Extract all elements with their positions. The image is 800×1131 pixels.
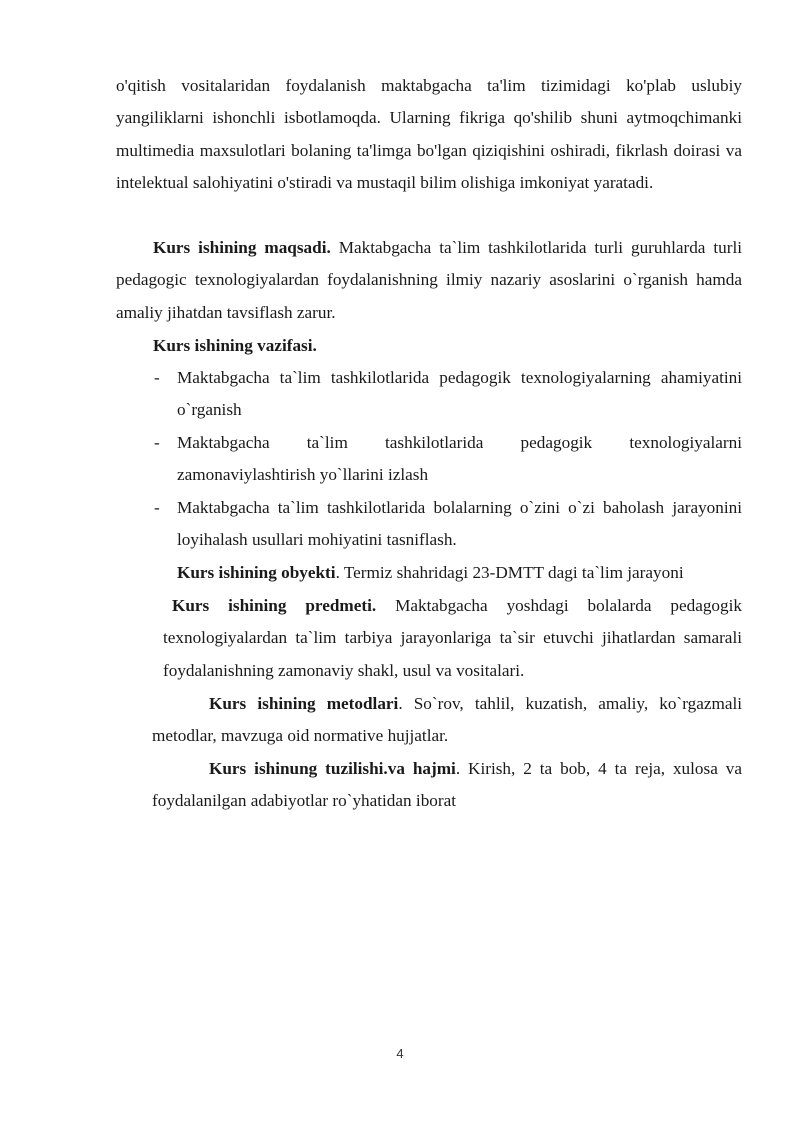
- predmet-paragraph: [163, 590, 742, 687]
- predmet-text: Maktabgacha yoshdagi bolalarda pedagogik texnologiyalardan ta`lim tarbiya jarayonlariga ta`sir etuvchi jihatlardan samarali foydalanishning zamonaviy shakl, usul va vositalari.: [163, 596, 742, 680]
- maqsad-text: Maktabgacha ta`lim tashkilotlarida turli guruhlarda turli pedagogic texnologiyalardan foydalanishning ilmiy nazariy asoslarini o`rganish hamda amaliy jihatdan tavsiflash zarur.: [116, 238, 742, 322]
- maqsad-paragraph: [116, 232, 742, 329]
- metod-paragraph: [152, 688, 742, 753]
- obyekt-label: Kurs ishining obyekti: [177, 563, 336, 582]
- page-number: 4: [396, 1046, 404, 1061]
- maqsad-label: Kurs ishining maqsadi.: [153, 238, 331, 257]
- tuzilish-paragraph: [152, 753, 742, 818]
- tuzilish-text: . Kirish, 2 ta bob, 4 ta reja, xulosa va foydalanilgan adabiyotlar ro`yhatidan iborat: [152, 759, 742, 811]
- list-bullet: -: [154, 498, 160, 517]
- list-bullet: -: [154, 433, 160, 452]
- vazifa-heading: Kurs ishining vazifasi.: [153, 336, 317, 355]
- obyekt-paragraph: [177, 557, 742, 589]
- vazifa-item-2: Maktabgacha ta`lim tashkilotlarida pedagogik texnologiyalarni zamonaviylashtirish yo`llarini izlash: [177, 433, 742, 485]
- tuzilish-label: Kurs ishinung tuzilishi.va hajmi: [209, 759, 456, 778]
- predmet-label: Kurs ishining predmeti.: [172, 596, 377, 615]
- metod-text: . So`rov, tahlil, kuzatish, amaliy, ko`rgazmali metodlar, mavzuga oid normative hujjatlar.: [152, 694, 743, 746]
- vazifa-item-1: Maktabgacha ta`lim tashkilotlarida pedagogik texnologiyalarning ahamiyatini o`rganish: [177, 368, 742, 420]
- vazifa-item-3: Maktabgacha ta`lim tashkilotlarida bolalarning o`zini o`zi baholash jarayonini loyihalash usullari mohiyatini tasniflash.: [177, 498, 742, 550]
- metod-label: Kurs ishining metodlari: [209, 694, 399, 713]
- list-bullet: -: [154, 368, 160, 387]
- intro-paragraph: o'qitish vositalaridan foydalanish maktabgacha ta'lim tizimidagi ko'plab uslubiy yangiliklarni ishonchli isbotlamoqda. Ularning fikriga qo'shilib shuni aytmoqchimanki multimedia maxsulotlari bolaning ta'limga bo'lgan qiziqishini oshiradi, fikrlash doirasi va intelektual salohiyatini o'stiradi va mustaqil bilim olishiga imkoniyat yaratadi.: [116, 76, 742, 192]
- obyekt-text: . Termiz shahridagi 23-DMTT dagi ta`lim jarayoni: [335, 563, 684, 582]
